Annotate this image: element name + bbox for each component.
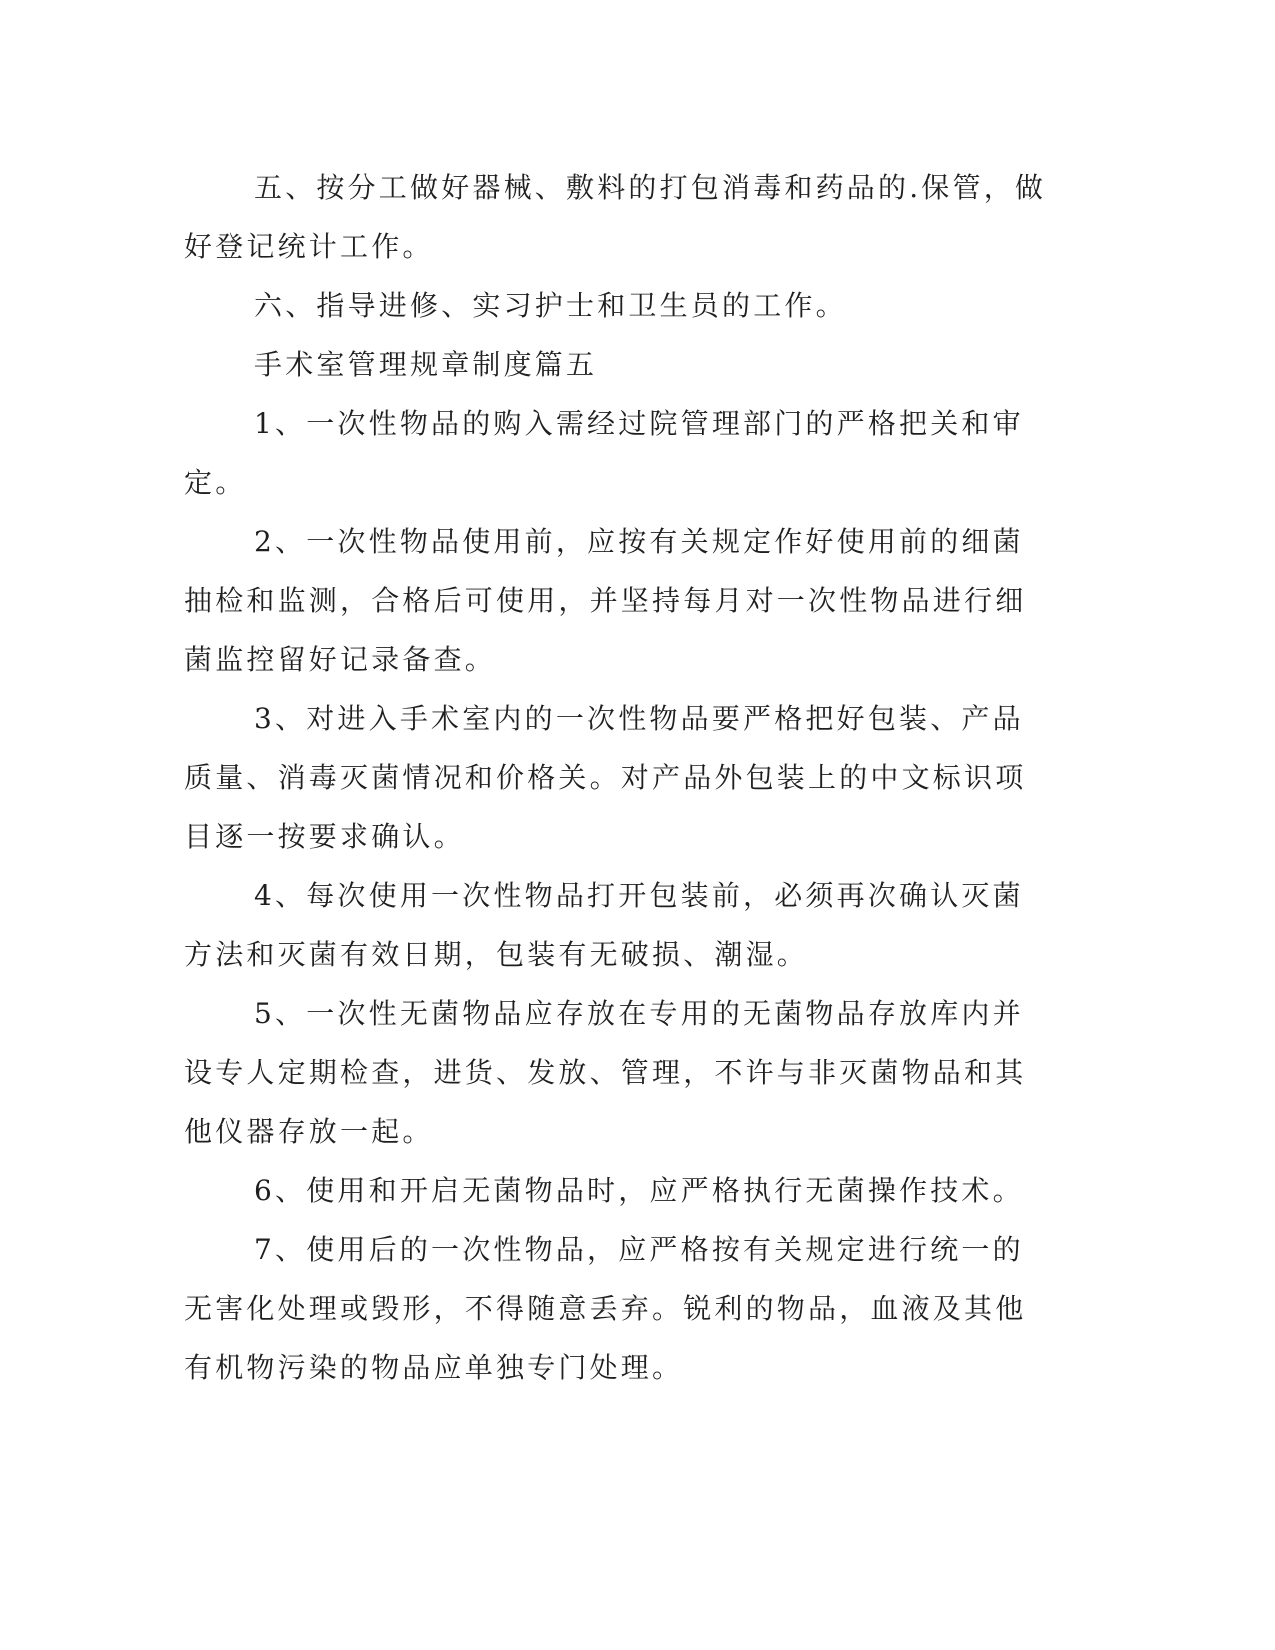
paragraph-rule-7: 7、使用后的一次性物品，应严格按有关规定进行统一的无害化处理或毁形，不得随意丢弃。锐利的物品，血液及其他有机物污染的物品应单独专门处理。 xyxy=(184,1233,1027,1384)
paragraph-rule-3: 3、对进入手术室内的一次性物品要严格把好包装、产品质量、消毒灭菌情况和价格关。对产品外包装上的中文标识项目逐一按要求确认。 xyxy=(184,702,1027,853)
paragraph-rule-2: 2、一次性物品使用前，应按有关规定作好使用前的细菌抽检和监测，合格后可使用，并坚持每月对一次性物品进行细菌监控留好记录备查。 xyxy=(184,525,1027,676)
paragraph-item-5: 五、按分工做好器械、敷料的打包消毒和药品的.保管，做好登记统计工作。 xyxy=(184,171,1047,263)
section-heading: 手术室管理规章制度篇五 xyxy=(254,348,598,381)
paragraph-rule-4: 4、每次使用一次性物品打开包装前，必须再次确认灭菌方法和灭菌有效日期，包装有无破损、潮湿。 xyxy=(184,879,1024,971)
paragraph-item-6: 六、指导进修、实习护士和卫生员的工作。 xyxy=(254,289,847,322)
document-body xyxy=(184,158,1054,1397)
paragraph-rule-1: 1、一次性物品的购入需经过院管理部门的严格把关和审定。 xyxy=(184,407,1024,499)
paragraph-rule-5: 5、一次性无菌物品应存放在专用的无菌物品存放库内并设专人定期检查，进货、发放、管理，不许与非灭菌物品和其他仪器存放一起。 xyxy=(184,997,1027,1148)
paragraph-rule-6: 6、使用和开启无菌物品时，应严格执行无菌操作技术。 xyxy=(254,1174,1024,1207)
